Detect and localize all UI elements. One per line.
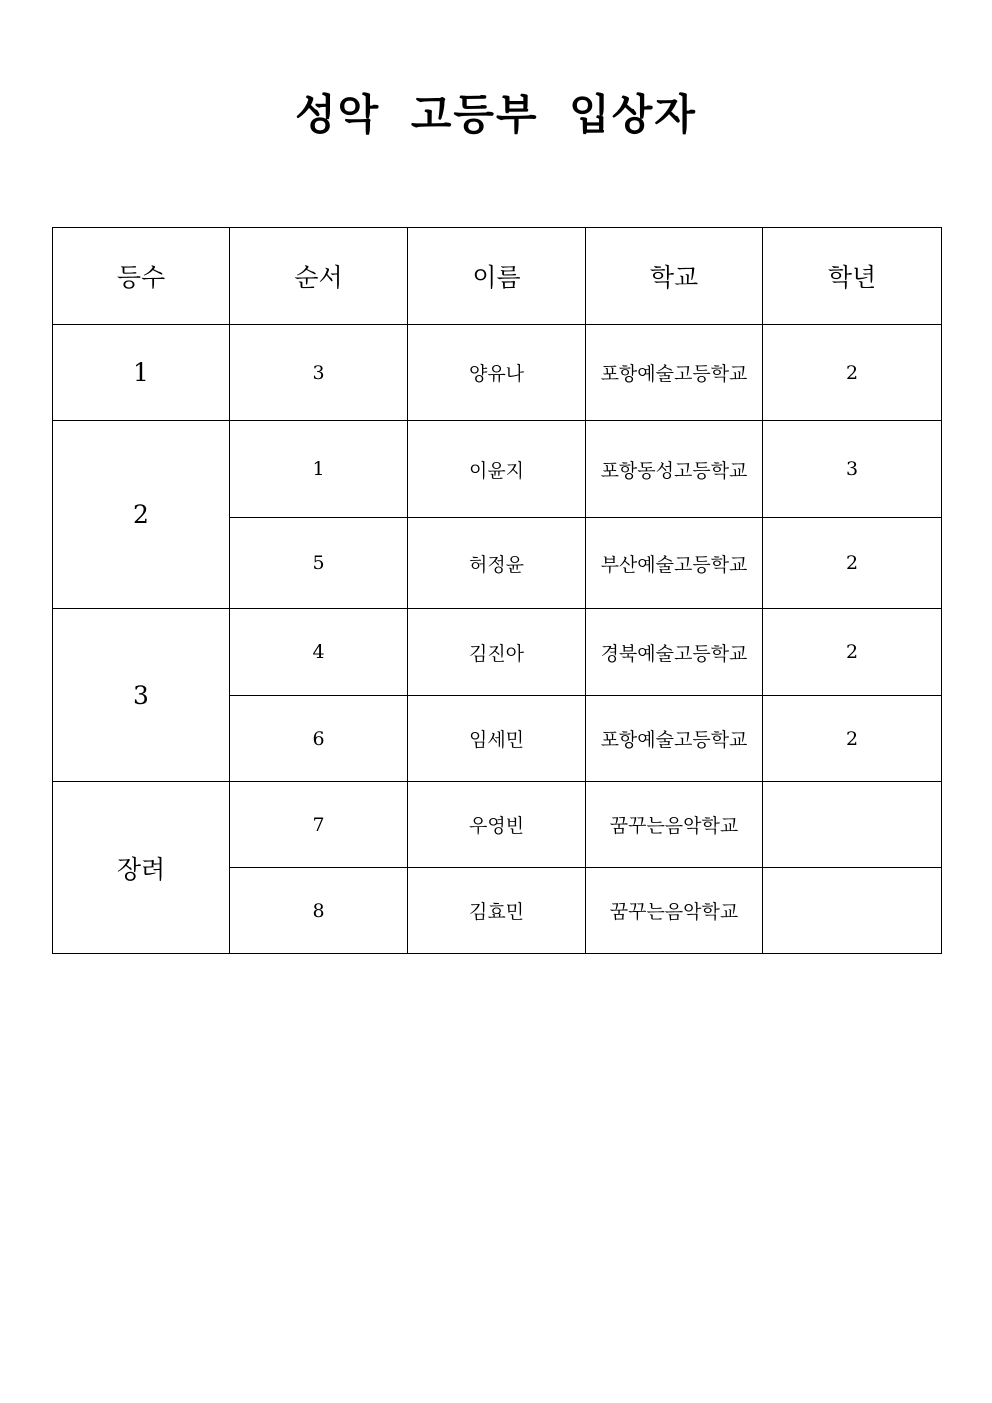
order-cell: 1 xyxy=(230,421,408,518)
name-cell: 김진아 xyxy=(408,609,586,696)
grade-cell: 2 xyxy=(763,518,942,609)
table-row xyxy=(53,782,942,868)
school-cell: 포항예술고등학교 xyxy=(586,696,763,782)
school-cell: 경북예술고등학교 xyxy=(586,609,763,696)
name-cell: 김효민 xyxy=(408,868,586,954)
rank-cell: 3 xyxy=(53,609,230,782)
grade-cell xyxy=(763,868,942,954)
grade-cell: 2 xyxy=(763,325,942,421)
school-cell: 꿈꾸는음악학교 xyxy=(586,782,763,868)
table-row xyxy=(53,421,942,518)
header-row xyxy=(53,228,942,325)
order-cell: 4 xyxy=(230,609,408,696)
header-name: 이름 xyxy=(408,228,586,325)
header-order: 순서 xyxy=(230,228,408,325)
table-row xyxy=(53,609,942,696)
school-cell: 부산예술고등학교 xyxy=(586,518,763,609)
grade-cell: 3 xyxy=(763,421,942,518)
header-grade: 학년 xyxy=(763,228,942,325)
order-cell: 5 xyxy=(230,518,408,609)
page-title: 성악 고등부 입상자 xyxy=(295,90,697,139)
rank-cell: 장려 xyxy=(53,782,230,954)
grade-cell: 2 xyxy=(763,696,942,782)
results-table xyxy=(52,227,942,954)
name-cell: 이윤지 xyxy=(408,421,586,518)
grade-cell xyxy=(763,782,942,868)
name-cell: 임세민 xyxy=(408,696,586,782)
school-cell: 포항동성고등학교 xyxy=(586,421,763,518)
school-cell: 포항예술고등학교 xyxy=(586,325,763,421)
header-rank: 등수 xyxy=(53,228,230,325)
name-cell: 우영빈 xyxy=(408,782,586,868)
order-cell: 3 xyxy=(230,325,408,421)
school-cell: 꿈꾸는음악학교 xyxy=(586,868,763,954)
rank-cell: 2 xyxy=(53,421,230,609)
order-cell: 7 xyxy=(230,782,408,868)
name-cell: 양유나 xyxy=(408,325,586,421)
header-school: 학교 xyxy=(586,228,763,325)
table-row xyxy=(53,325,942,421)
grade-cell: 2 xyxy=(763,609,942,696)
order-cell: 6 xyxy=(230,696,408,782)
name-cell: 허정윤 xyxy=(408,518,586,609)
order-cell: 8 xyxy=(230,868,408,954)
rank-cell: 1 xyxy=(53,325,230,421)
